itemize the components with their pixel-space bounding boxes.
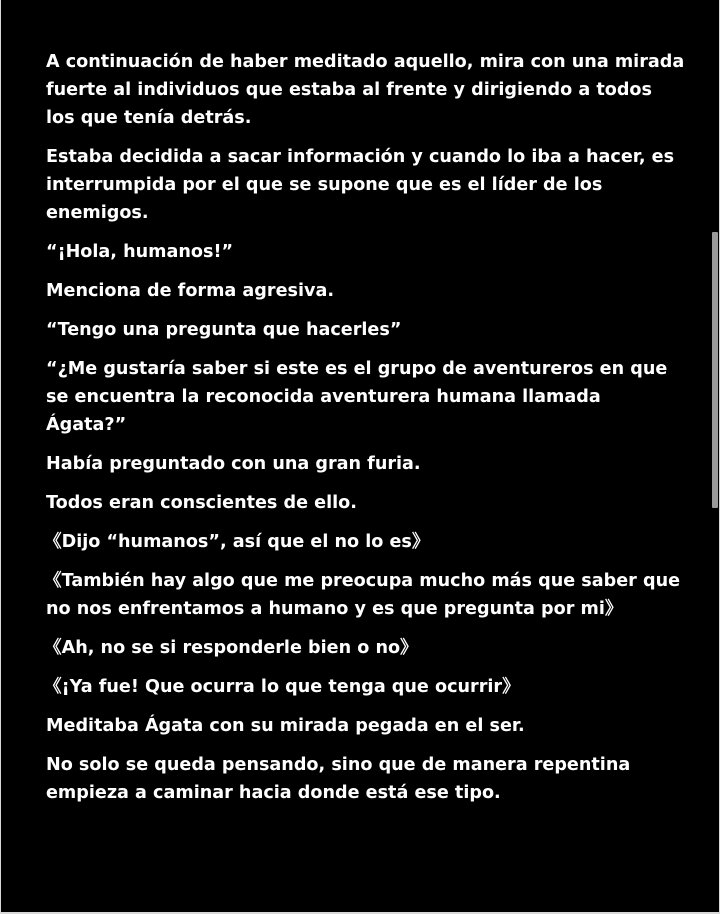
thought-line: 《También hay algo que me preocupa mucho más que saber que no nos enfrentamos a humano y es que pregunta por mi》 <box>44 571 681 619</box>
paragraph: Meditaba Ágata con su mirada pegada en el ser. <box>46 716 525 736</box>
paragraph: Estaba decidida a sacar información y cuando lo iba a hacer, es interrumpida por el que se supone que es el líder de los enemigos. <box>46 147 675 223</box>
scrollbar-thumb[interactable] <box>712 232 718 508</box>
thought-line: 《Ah, no se si responderle bien o no》 <box>44 638 418 658</box>
story-text <box>46 48 686 818</box>
paragraph: A continuación de haber meditado aquello, mira con una mirada fuerte al individuos que estaba al frente y dirigiendo a todos los que tenía detrás. <box>46 52 685 128</box>
dialogue-line: “Tengo una pregunta que hacerles” <box>46 320 402 340</box>
paragraph: No solo se queda pensando, sino que de manera repentina empieza a caminar hacia donde está ese tipo. <box>46 755 631 803</box>
dialogue-line: “¡Hola, humanos!” <box>46 242 234 262</box>
thought-line: 《¡Ya fue! Que ocurra lo que tenga que ocurrir》 <box>44 677 520 697</box>
thought-line: 《Dijo “humanos”, así que el no lo es》 <box>44 532 430 552</box>
paragraph: Menciona de forma agresiva. <box>46 281 335 301</box>
dialogue-line: “¿Me gustaría saber si este es el grupo de aventureros en que se encuentra la reconocida aventurera humana llamada Ágata?” <box>46 359 668 435</box>
paragraph: Todos eran conscientes de ello. <box>46 493 357 513</box>
paragraph: Había preguntado con una gran furia. <box>46 454 421 474</box>
